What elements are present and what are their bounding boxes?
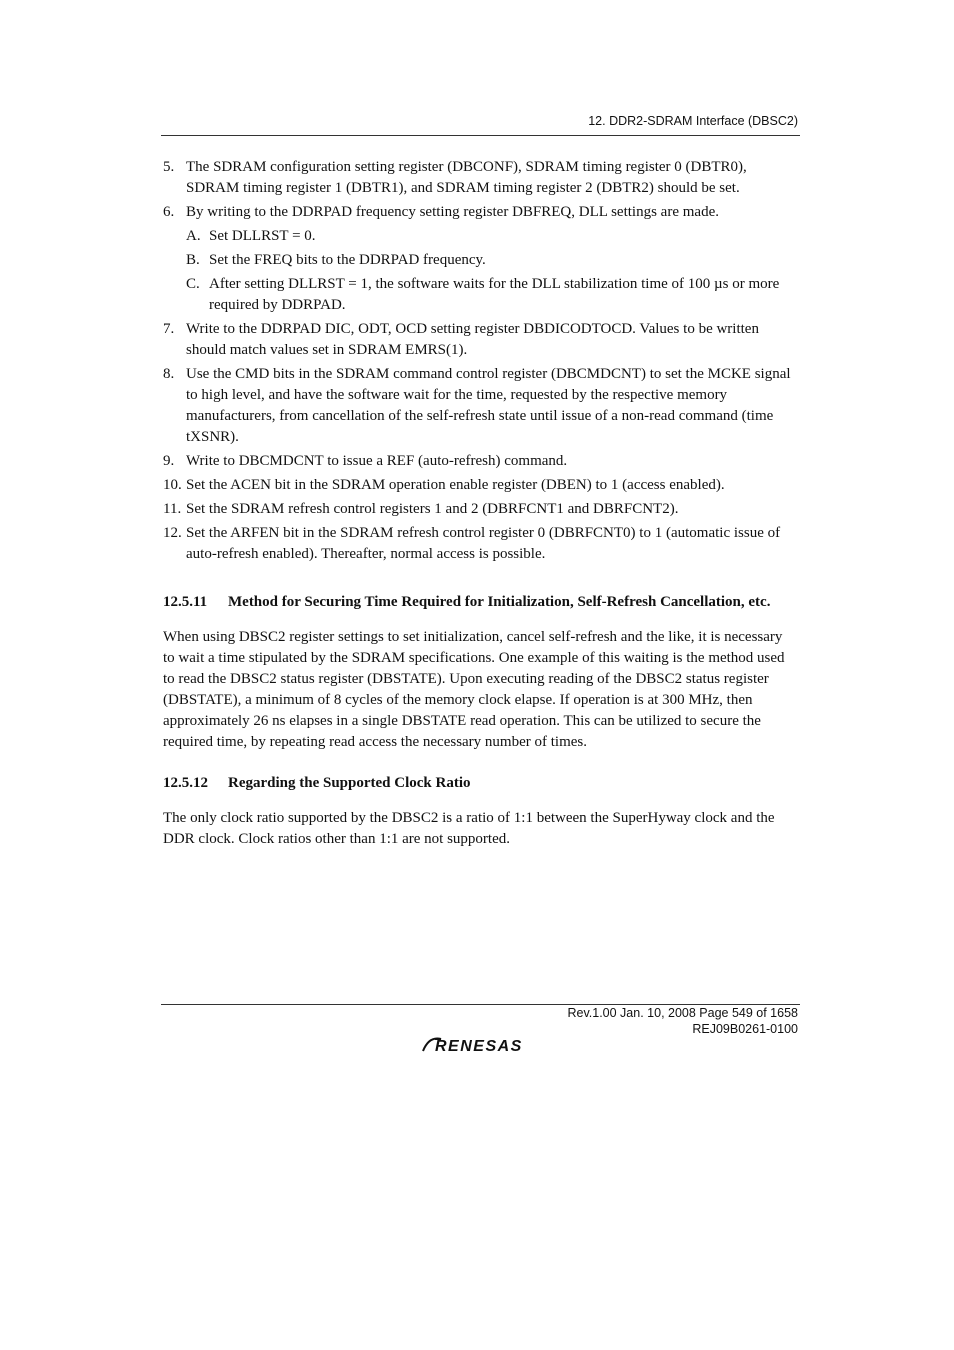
section-heading-12-5-12	[163, 771, 797, 796]
step-number: 7.	[163, 321, 175, 337]
footer-info	[567, 1005, 798, 1037]
step-number: 6.	[163, 204, 175, 220]
step-number: 8.	[163, 366, 175, 382]
substep-letter: B.	[186, 252, 200, 268]
step-text: Write to the DDRPAD DIC, ODT, OCD setting register DBDICODTOCD. Values to be written should match values set in SDRAM EMRS(1).	[186, 321, 759, 358]
step-text: By writing to the DDRPAD frequency setting register DBFREQ, DLL settings are made.	[186, 204, 719, 220]
logo-wordmark: RENESAS	[435, 1038, 523, 1055]
substep-text: Set the FREQ bits to the DDRPAD frequency.	[209, 252, 486, 268]
list-item	[163, 451, 797, 472]
section-number: 12.5.11	[163, 594, 208, 610]
substep-letter: A.	[186, 228, 201, 244]
section-title: Regarding the Supported Clock Ratio	[228, 775, 471, 791]
list-item	[163, 499, 797, 520]
document-number: REJ09B0261-0100	[692, 1022, 798, 1036]
section-heading-12-5-11	[163, 590, 797, 615]
step-number: 11.	[163, 501, 182, 517]
renesas-logo	[421, 1034, 543, 1056]
step-text: Set the SDRAM refresh control registers 1 and 2 (DBRFCNT1 and DBRFCNT2).	[186, 501, 679, 517]
list-item	[163, 475, 797, 496]
list-item	[186, 250, 797, 271]
revision-line: Rev.1.00 Jan. 10, 2008 Page 549 of 1658	[567, 1006, 798, 1020]
running-header: 12. DDR2-SDRAM Interface (DBSC2)	[588, 114, 798, 128]
section-body-12-5-12: The only clock ratio supported by the DBSC2 is a ratio of 1:1 between the SuperHyway clock and the DDR clock. Clock ratios other than 1:1 are not supported.	[163, 810, 775, 847]
list-item	[186, 226, 797, 247]
section-body-12-5-11: When using DBSC2 register settings to set initialization, cancel self-refresh and the like, it is necessary to wait a time stipulated by the SDRAM specifications. One example of this waiting is the method used to read the DBSC2 status register (DBSTATE). Upon executing reading of the DBSC2 status register (DBSTATE), a minimum of 8 cycles of the memory clock elapse. If operation is at 300 MHz, then approximately 26 ns elapses in a single DBSTATE read operation. This can be utilized to secure the required time, by repeating read access the necessary number of times.	[163, 629, 785, 750]
list-item	[163, 202, 797, 316]
section-number: 12.5.12	[163, 775, 208, 791]
substep-text: After setting DLLRST = 1, the software waits for the DLL stabilization time of 100 µs or more required by DDRPAD.	[209, 276, 780, 313]
step-number: 12.	[163, 525, 182, 541]
substep-text: Set DLLRST = 0.	[209, 228, 316, 244]
step-text: Write to DBCMDCNT to issue a REF (auto-refresh) command.	[186, 453, 568, 469]
step-text: Set the ARFEN bit in the SDRAM refresh control register 0 (DBRFCNT0) to 1 (automatic issue of auto-refresh enabled). Thereafter, normal access is possible.	[186, 525, 781, 562]
list-item	[163, 157, 797, 199]
step-text: Set the ACEN bit in the SDRAM operation enable register (DBEN) to 1 (access enabled).	[186, 477, 725, 493]
list-item	[163, 319, 797, 361]
header-rule	[161, 135, 800, 136]
substep-letter: C.	[186, 276, 200, 292]
procedure-steps	[163, 157, 797, 565]
list-item	[186, 274, 797, 316]
list-item	[163, 523, 797, 565]
step-number: 5.	[163, 159, 175, 175]
step-number: 10.	[163, 477, 182, 493]
step-number: 9.	[163, 453, 175, 469]
page-content	[163, 157, 797, 850]
sub-steps	[186, 226, 797, 316]
step-text: Use the CMD bits in the SDRAM command control register (DBCMDCNT) to set the MCKE signal to high level, and have the software wait for the time, requested by the respective memory manufacturers, from cancellation of the self-refresh state until issue of a non-read command (time tXSNR).	[186, 366, 791, 445]
section-title: Method for Securing Time Required for Initialization, Self-Refresh Cancellation, etc.	[228, 594, 771, 610]
step-text: The SDRAM configuration setting register (DBCONF), SDRAM timing register 0 (DBTR0), SDRAM timing register 1 (DBTR1), and SDRAM timing register 2 (DBTR2) should be set.	[186, 159, 747, 196]
list-item	[163, 364, 797, 448]
